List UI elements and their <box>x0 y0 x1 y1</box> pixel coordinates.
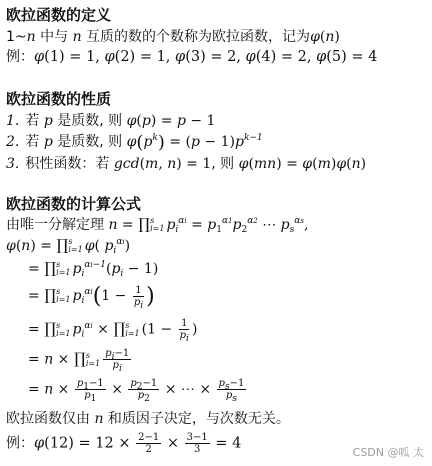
formula-step-1: φ(n) = ∏ s i=1 φ( $p_i^{\alpha i}$) <box>6 236 131 256</box>
property-1: 1. 若 p 是质数, 则 φ(p) = p − 1 <box>6 113 216 129</box>
definition-line: 1~n 中与 n 互质的数的个数称为欧拉函数，记为φ(n) <box>6 29 340 45</box>
computation-title: 欧拉函数的计算公式 <box>6 195 142 213</box>
formula-step-5: = n × ∏ s i=1 $\frac{p_i-1}{p_i}$ <box>28 348 130 374</box>
computation-example: 例：φ(12) = 12 × $\frac{2-1}{2}$ × $\frac{3-1}{3}$ = 4 <box>6 432 242 455</box>
formula-step-3: = ∏ s i=1 $p_i^{\alpha i}(1$ − $\frac{1}{p_i}$ ) <box>28 284 155 311</box>
formula-step-4: = ∏ s i=1 $p_i^{\alpha i}$ × ∏ s i=1 (1 − $\frac{1}{p_i}$ ) <box>28 318 198 344</box>
property-2: 2. 若 p 是质数, 则 $\varphi(p^k) = (p - 1)p^{k-1}$ <box>6 132 263 153</box>
properties-title: 欧拉函数的性质 <box>6 90 112 108</box>
formula-step-6: = n × $\frac{p_1-1}{p_1}$ × $\frac{p_2-1}{p_2}$ × ⋯ × $\frac{p_s-1}{p_s}$ <box>28 378 245 404</box>
formula-step-2: = ∏ s i=1 $p_i^{\alpha i-1}(p_i - 1)$ <box>28 259 159 279</box>
factorization-line: 由唯一分解定理 n = ∏ s i=1 $p_i^{\alpha i} = p_1^{\alpha 1}p_2^{\alpha 2}$ ⋯ $p_s^{\alpha s}$, <box>6 215 309 235</box>
definition-example: 例：φ(1) = 1, φ(2) = 1, φ(3) = 2, φ(4) = 2, φ(5) = 4 <box>6 49 378 65</box>
watermark: CSDN @呱 太 <box>352 446 424 459</box>
definition-title: 欧拉函数的定义 <box>6 6 112 24</box>
conclusion-line: 欧拉函数仅由 n 和质因子决定，与次数无关。 <box>6 411 290 427</box>
property-3: 3. 积性函数：若 gcd(m, n) = 1, 则 φ(mn) = φ(m)φ(n) <box>6 156 367 172</box>
